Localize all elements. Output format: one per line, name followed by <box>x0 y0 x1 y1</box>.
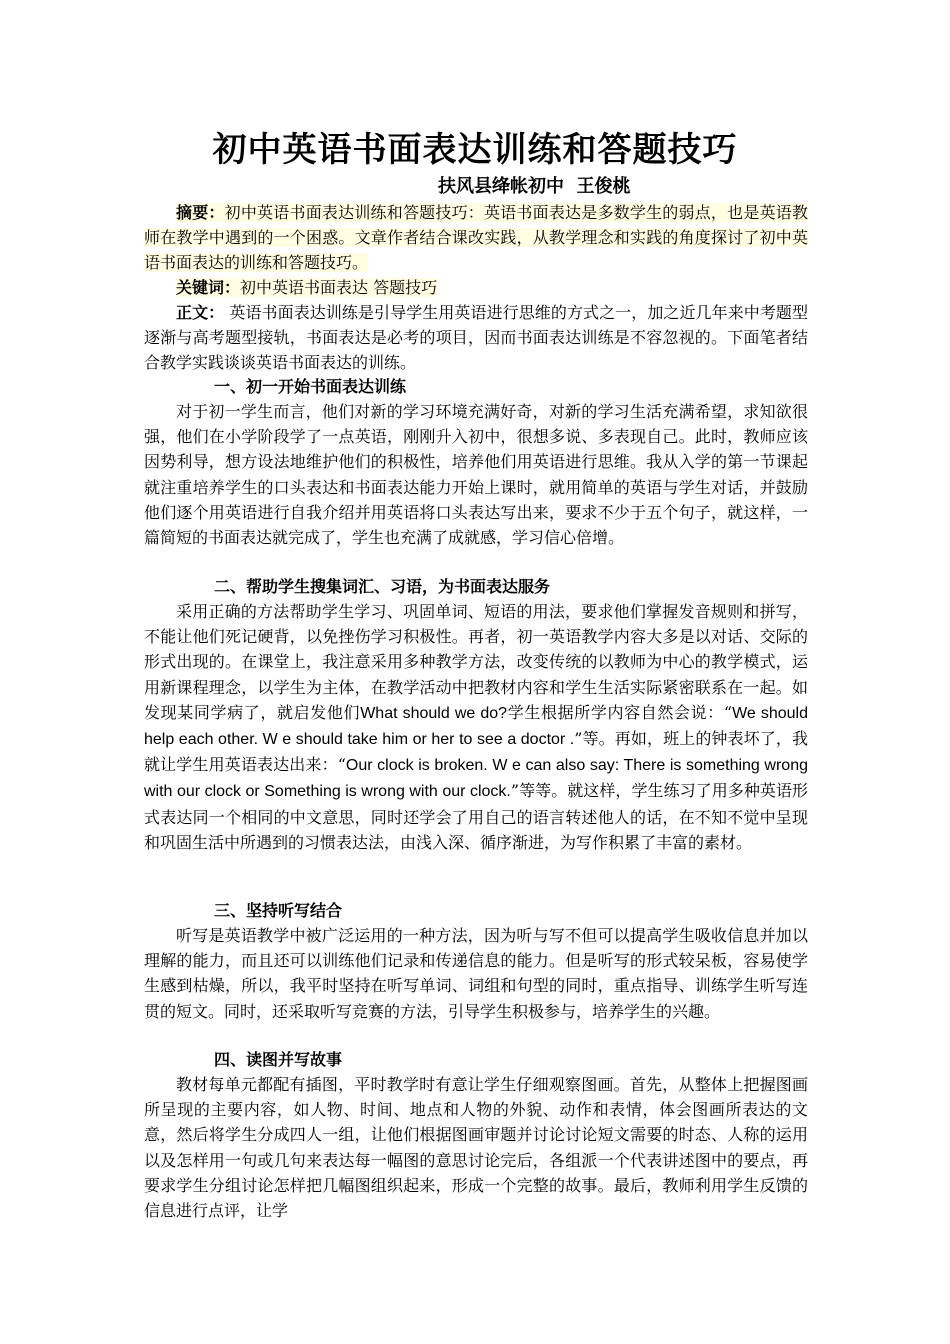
section-paragraph-3: 听写是英语教学中被广泛运用的一种方法，因为听与写不但可以提高学生吸收信息并加以理解的能力，而且还可以训练他们记录和传递信息的能力。但是听写的形式较呆板，容易使学生感到枯燥，所以，我平时坚持在听写单词、词组和句型的同时，重点指导、训练学生听写连贯的短文。同时，还采取听写竞赛的方法，引导学生积极参与，培养学生的兴趣。 <box>144 926 808 1021</box>
abstract-label: 摘要： <box>176 203 225 222</box>
keywords-text: 初中英语书面表达 答题技巧 <box>240 278 438 297</box>
section-2-english-question: What should we do? <box>360 704 508 722</box>
section-2-text-c: ”等。再如，班上的钟表坏了，我就让学生用英语表达出来：“ <box>144 729 808 775</box>
document-title: 初中英语书面表达训练和答题技巧 <box>212 130 738 170</box>
abstract-text: 初中英语书面表达训练和答题技巧：英语书面表达是多数学生的弱点，也是英语教师在教学中遇到的一个困惑。文章作者结合课改实践，从教学理念和实践的角度探讨了初中英语书面表达的训练和答题技巧。 <box>144 203 808 273</box>
keywords-label: 关键词： <box>176 278 241 297</box>
author-line: 扶风县绛帐初中 王俊桃 <box>438 176 631 197</box>
section-paragraph-4: 教材每单元都配有插图，平时教学时有意让学生仔细观察图画。首先，从整体上把握图画所呈现的主要内容，如人物、时间、地点和人物的外貌、动作和表情，体会图画所表达的文意，然后将学生分成四人一组，让他们根据图画审题并讨论讨论短文需要的时态、人称的运用以及怎样用一句或几句来表达每一幅图的意思讨论完后，各组派一个代表讲述图中的要点，再要求学生分组讨论怎样把几幅图组织起来，形成一个完整的故事。最后，教师利用学生反馈的信息进行点评，让学 <box>144 1075 808 1221</box>
section-paragraph-2 <box>144 599 808 855</box>
abstract-paragraph <box>144 200 808 276</box>
section-heading-1: 一、初一开始书面表达训练 <box>214 377 407 396</box>
section-heading-4: 四、读图并写故事 <box>214 1050 343 1069</box>
section-2-text-a: 采用正确的方法帮助学生学习、巩固单词、短语的用法，要求他们掌握发音规则和拼写，不能让他们死记硬背，以免挫伤学习积极性。再者，初一英语教学内容大多是以对话、交际的形式出现的。在课堂上，我注意采用多种教学方法，改变传统的以教师为中心的教学模式，运用新课程理念，以学生为主体，在教学活动中把教材内容和学生生活实际紧密联系在一起。如发现某同学病了，就启发他们 <box>144 602 808 722</box>
body-label: 正文： <box>176 303 225 322</box>
section-2-text-d: ”等等。就这样，学生练习了用多种英语形式表达同一个相同的中文意思，同时还学会了用自己的语言转述他人的话，在不知不觉中呈现和巩固生活中所遇到的习惯表达法，由浅入深、循序渐进，为写作积累了丰富的素材。 <box>144 781 808 852</box>
section-paragraph-1: 对于初一学生而言，他们对新的学习环境充满好奇，对新的学习生活充满希望，求知欲很强，他们在小学阶段学了一点英语，刚刚升入初中，很想多说、多表现自己。此时，教师应该因势利导，想方设法地维护他们的积极性，培养他们用英语进行思维。我从入学的第一节课起就注重培养学生的口头表达和书面表达能力开始上课时，就用简单的英语与学生对话，并鼓励他们逐个用英语进行自我介绍并用英语将口头表达写出来，要求不少于五个句子，就这样，一篇简短的书面表达就完成了，学生也充满了成就感，学习信心倍增。 <box>144 402 808 548</box>
body-intro-paragraph <box>144 300 808 376</box>
keywords-paragraph <box>144 275 808 300</box>
section-heading-2: 二、帮助学生搜集词汇、习语，为书面表达服务 <box>214 577 551 596</box>
section-2-text-b: 学生根据所学内容自然会说：“ <box>507 702 733 722</box>
section-2-english-example-2: Our clock is broken. W e can also say: There is something wrong with our clock or Something is wrong with our clock. <box>144 757 808 801</box>
section-2-english-example-1: We should help each other. W e should take him or her to see a doctor . <box>144 704 808 749</box>
body-intro-text: 英语书面表达训练是引导学生用英语进行思维的方式之一，加之近几年来中考题型逐渐与高考题型接轨，书面表达是必考的项目，因而书面表达训练是不容忽视的。下面笔者结合教学实践谈谈英语书面表达的训练。 <box>144 303 808 373</box>
section-heading-3: 三、坚持听写结合 <box>214 901 343 920</box>
